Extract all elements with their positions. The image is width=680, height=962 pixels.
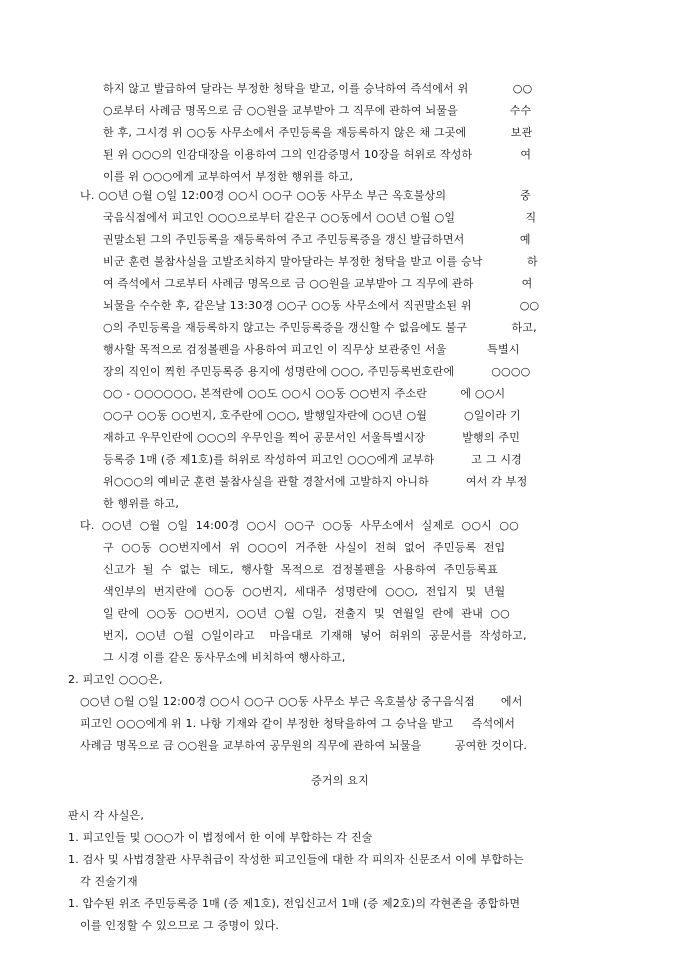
text-line: 신고가 될 수 없는 데도, 행사할 목적으로 검정볼펜을 사용하여 주민등록표 <box>103 563 499 576</box>
text-line: 하지 않고 발급하여 달라는 부정한 청탁을 받고, 이를 승낙하여 즉석에서 위 ○○ <box>103 82 533 95</box>
text-line: 번지, ○○년 ○월 ○일이라고 마음대로 기재해 넣어 허위의 공문서를 작성하고, <box>103 629 527 642</box>
text-line: 다. ○○년 ○월 ○일 14:00경 ○○시 ○○구 ○○동 사무소에서 실제로 ○○시 ○○ <box>80 519 519 532</box>
text-line: 위○○○의 예비군 훈련 불참사실을 관할 경찰서에 고발하지 아니하 여서 각 부정 <box>103 475 528 488</box>
text-line: 재하고 우무인란에 ○○○의 우무인을 찍어 공문서인 서울특별시장 발행의 주민 <box>103 431 521 444</box>
text-line: 뇌물을 수수한 후, 같은날 13:30경 ○○구 ○○동 사무소에서 직권말소된 위 ○○ <box>103 299 540 312</box>
text-line: 이를 위 ○○○에게 교부하여서 부정한 행위를 하고, <box>103 170 354 183</box>
text-line: 이를 인정할 수 있으므로 그 증명이 있다. <box>80 919 280 932</box>
text-line: 1. 압수된 위조 주민등록증 1매 (증 제1호), 전입신고서 1매 (증 제2호)의 각현존을 종합하면 <box>68 897 521 910</box>
text-line: 등록증 1매 (증 제1호)를 허위로 작성하여 피고인 ○○○에게 교부하 고 그 시경 <box>103 453 523 466</box>
text-line: 여 즉석에서 그로부터 사례금 명목으로 금 ○○원을 교부받아 그 직무에 관하 여 <box>103 277 533 290</box>
text-line: 사례금 명목으로 금 ○○원을 교부하여 공무원의 직무에 관하여 뇌물을 공여한 것이다. <box>80 739 528 752</box>
text-line: 된 위 ○○○의 인감대장을 이용하여 그의 인감증명서 10장을 허위로 작성하 여 <box>103 148 532 161</box>
text-line: 행사할 목적으로 검정볼펜을 사용하여 피고인 이 직무상 보관중인 서울 특별시 <box>103 343 520 356</box>
text-line: 색인부의 번지란에 ○○동 ○○번지, 세대주 성명란에 ○○○, 전입지 및 년월 <box>103 585 506 598</box>
text-line: 일 란에 ○○동 ○○번지, ○○년 ○월 ○일, 전출지 및 연월일 란에 관내 ○○ <box>103 607 510 620</box>
text-line: 각 진술기재 <box>80 875 138 888</box>
text-line: ○○구 ○○동 ○○번지, 호주란에 ○○○, 발행일자란에 ○○년 ○월 ○일이라 기 <box>103 409 521 422</box>
text-line: 한 후, 그시경 위 ○○동 사무소에서 주민등록을 재등록하지 않은 채 그곳에 보관 <box>103 126 533 139</box>
text-line: 구 ○○동 ○○번지에서 위 ○○○이 거주한 사실이 전혀 없어 주민등록 전입 <box>103 541 506 554</box>
text-line: 그 시경 이를 같은 동사무소에 비치하여 행사하고, <box>103 651 346 664</box>
text-line: ○의 주민등록을 재등록하지 않고는 주민등록증을 갱신할 수 없음에도 불구 하고, <box>103 321 537 334</box>
text-line: 1. 검사 및 사법경찰관 사무취급이 작성한 피고인들에 대한 각 피의자 신문조서 이에 부합하는 <box>68 853 524 866</box>
text-line: 한 행위를 하고, <box>103 497 180 510</box>
section-heading: 증거의 요지 <box>311 774 369 787</box>
text-line: 2. 피고인 ○○○은, <box>68 673 163 686</box>
text-line: 판시 각 사실은, <box>68 809 145 822</box>
text-line: 나. ○○년 ○월 ○일 12:00경 ○○시 ○○구 ○○동 사무소 부근 옥호불상의 중 <box>80 189 531 202</box>
text-line: 권말소된 그의 주민등록을 재등록하여 주고 주민등록증을 갱신 발급하면서 예 <box>103 233 531 246</box>
text-line: ○○ - ○○○○○○, 본적란에 ○○도 ○○시 ○○동 ○○번지 주소란 에 ○○시 <box>103 387 506 400</box>
text-line: 국음식점에서 피고인 ○○○으로부터 같은구 ○○동에서 ○○년 ○월 ○일 직 <box>103 211 537 224</box>
text-line: 비군 훈련 불참사실을 고발조치하지 말아달라는 부정한 청탁을 받고 이를 승낙 하 <box>103 255 538 268</box>
text-line: 장의 직인이 찍힌 주민등록증 용지에 성명란에 ○○○, 주민등록번호란에 ○○○○ <box>103 365 531 378</box>
text-line: ○○년 ○월 ○일 12:00경 ○○시 ○○구 ○○동 사무소 부근 옥호불상 중구음식점 에서 <box>80 695 523 708</box>
text-line: 1. 피고인들 및 ○○○가 이 법정에서 한 이에 부합하는 각 진술 <box>68 831 373 844</box>
text-line: ○로부터 사례금 명목으로 금 ○○원을 교부받아 그 직무에 관하여 뇌물을 수수 <box>103 104 532 117</box>
text-line: 피고인 ○○○에게 위 1. 나항 기재와 같이 부정한 청탁을하여 그 승낙을 받고 즉석에서 <box>80 717 516 730</box>
